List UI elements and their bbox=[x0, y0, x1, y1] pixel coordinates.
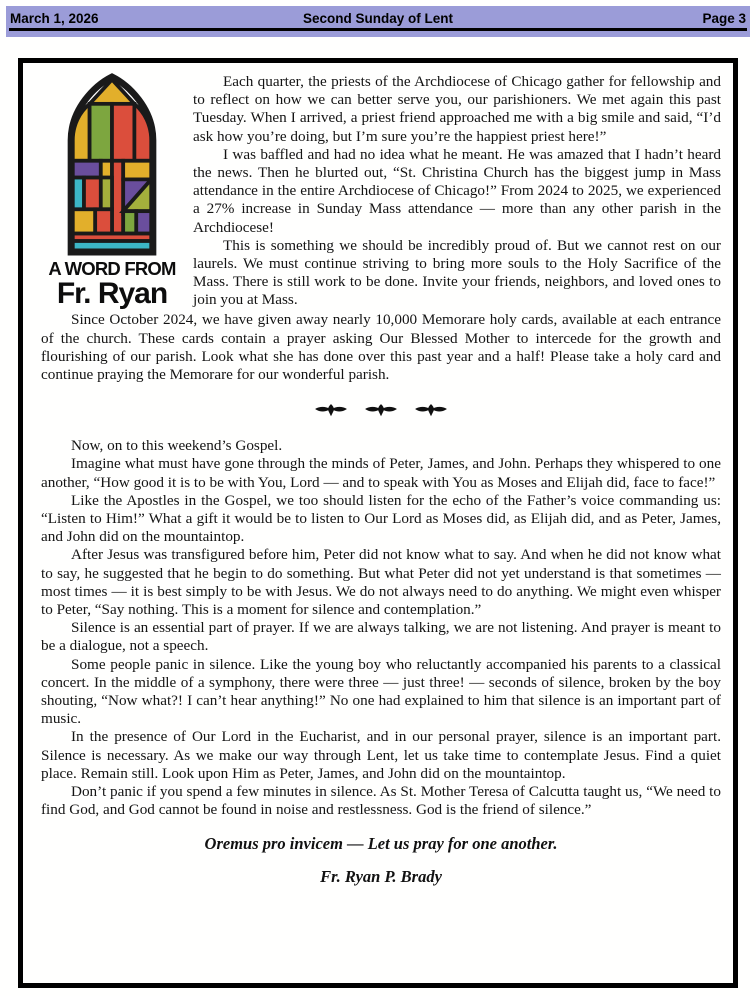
fleuron-icon bbox=[364, 403, 398, 417]
header-date: March 1, 2026 bbox=[10, 11, 99, 26]
paragraph-gospel-7: In the presence of Our Lord in the Eucharist, and in our personal prayer, silence is an important part. Silence is necessary. As we make our way through Lent, let us take time to contemplate Jesus. Find a quiet place. Remain still. Look upon Him as Peter, James, and John did on the mountaintop. bbox=[41, 728, 721, 782]
article-box bbox=[18, 58, 738, 988]
fleuron-icon bbox=[314, 403, 348, 417]
paragraph-gospel-6: Some people panic in silence. Like the young boy who reluctantly accompanied his parents to a classical concert. In the middle of a symphony, there were three — just three! — seconds of silence, broken by the boy shouting, “Now what?! I can’t hear anything!” No one had explained to him that silence is an important part of music. bbox=[41, 655, 721, 728]
closing-line: Oremus pro invicem — Let us pray for one another. bbox=[204, 833, 558, 853]
page-header bbox=[6, 6, 750, 37]
header-page-number: Page 3 bbox=[702, 11, 746, 26]
paragraph-gospel-1: Now, on to this weekend’s Gospel. bbox=[71, 437, 283, 455]
paragraph-gospel-4: After Jesus was transfigured before him, Peter did not know what to say. And when he did not know what to say, he suggested that he begin to do something. But what Peter did not yet understand is that sometimes — most times — it is best simply to be with Jesus. We do not always need to do anything. We might even whisper to Peter, “Say nothing. This is a moment for silence and contemplation.” bbox=[41, 546, 721, 619]
signature-line: Fr. Ryan P. Brady bbox=[320, 866, 442, 886]
paragraph-intro-3: This is something we should be incredibly proud of. But we cannot rest on our laurels. We must continue striving to bring more souls to the Holy Sacrifice of the Mass. There is still work to be done. Invite your friends, neighbors, and loved ones to join you at Mass. bbox=[193, 236, 721, 309]
paragraph-gospel-5: Silence is an essential part of prayer. If we are always talking, we are not listening. And prayer is meant to be a dialogue, not a speech. bbox=[41, 619, 721, 655]
header-row bbox=[9, 9, 747, 31]
feature-caption-line1: A WORD FROM bbox=[48, 258, 176, 279]
stained-glass-window-icon bbox=[56, 73, 168, 256]
header-title: Second Sunday of Lent bbox=[302, 11, 453, 26]
paragraph-gospel-8: Don’t panic if you spend a few minutes in silence. As St. Mother Teresa of Calcutta taught us, “We need to find God, and God cannot be found in noise and restlessness. God is the friend of silence.” bbox=[41, 783, 721, 819]
paragraph-intro-2: I was baffled and had no idea what he meant. He was amazed that I hadn’t heard the news. Then he blurted out, “St. Christina Church has the biggest jump in Mass attendance in the entire Archdiocese of Chicago!” From 2024 to 2025, we experienced a 27% increase in Sunday Mass attendance — more than any other parish in the Archdiocese! bbox=[193, 145, 721, 236]
section-divider bbox=[41, 400, 721, 418]
paragraph-memorare: Since October 2024, we have given away nearly 10,000 Memorare holy cards, available at each entrance of the church. These cards contain a prayer asking Our Blessed Mother to intercede for the growth and flourishing of our parish. Look what she has done over this past year and a half! Please take a holy card and continue praying the Memorare for our wonderful parish. bbox=[41, 311, 721, 384]
paragraph-intro-1: Each quarter, the priests of the Archdiocese of Chicago gather for fellowship and to reflect on how we can better serve you, our parishioners. We met again this past Tuesday. When I arrived, a priest friend approached me with a big smile and said, “I’d ask how you’re doing, but I’m sure you’re the happiest priest here!” bbox=[193, 73, 721, 145]
paragraph-gospel-2: Imagine what must have gone through the minds of Peter, James, and John. Perhaps they whispered to one another, “How good it is to be with You, Lord — and to speak with You as Moses and Elijah did, face to face!” bbox=[41, 455, 721, 491]
feature-caption-line2: Fr. Ryan bbox=[56, 277, 168, 311]
fleuron-icon bbox=[414, 403, 448, 417]
feature-block bbox=[41, 73, 183, 309]
paragraph-gospel-3: Like the Apostles in the Gospel, we too should listen for the echo of the Father’s voice commanding us: “Listen to Him!” What a gift it would be to listen to Our Lord as Moses did, as Elijah did, and as Peter, James, and John did on the mountaintop. bbox=[41, 491, 721, 546]
